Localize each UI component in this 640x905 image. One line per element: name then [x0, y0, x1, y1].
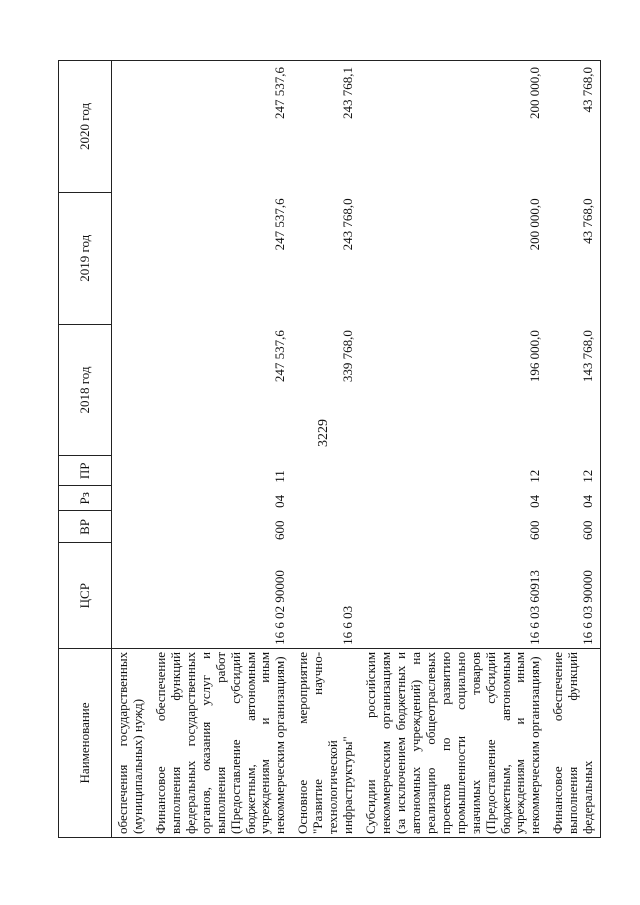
row-name: обеспечения государственных (муниципальных) нужд) — [112, 648, 150, 837]
table-row — [112, 61, 150, 838]
table-row — [292, 61, 360, 838]
row-pr: 11 — [272, 470, 288, 483]
row-rz — [112, 486, 150, 511]
row-csr: 16 6 02 90000 — [272, 570, 288, 645]
header-name: Наименование — [59, 648, 112, 837]
header-2019: 2019 год — [59, 192, 112, 324]
row-rz — [292, 486, 360, 511]
row-2018: 143 768,0 — [547, 324, 600, 456]
header-pr: ПР — [59, 456, 112, 486]
row-pr: 12 — [527, 469, 543, 483]
row-name: Основное мероприятие "Развитие научно-технологической инфраструктуры" — [292, 648, 360, 837]
row-rz: 04 — [527, 494, 543, 508]
header-csr: ЦСР — [59, 543, 112, 648]
row-2018 — [112, 324, 150, 456]
row-rz: 04 — [272, 494, 288, 508]
row-2020: 43 768,0 — [547, 61, 600, 193]
header-2018: 2018 год — [59, 324, 112, 456]
row-vr: 600 — [547, 511, 600, 543]
row-csr: 16 6 03 90000 — [547, 543, 600, 648]
row-vr: 600 — [527, 520, 543, 540]
header-vr: ВР — [59, 511, 112, 543]
rotated-table-container — [58, 60, 603, 838]
row-2020: 243 768,1 — [292, 61, 360, 193]
row-2019: 243 768,0 — [340, 198, 356, 251]
row-vr: 600 — [272, 520, 288, 540]
row-name: Субсидии российским некоммерческим организациям (за исключением бюджетных и автономных учреждений) на реализацию общеотраслевых проектов по развитию промышленности социально значимых товаров (Предоставление субсидий бюджетным, автономным учреждениям и иным некоммерческим организациям) — [360, 648, 547, 837]
page-number: 3229 — [316, 419, 331, 447]
budget-table — [58, 60, 601, 838]
row-2018: 339 768,0 — [340, 330, 356, 383]
row-2018: 196 000,0 — [527, 330, 543, 383]
row-2019: 43 768,0 — [547, 192, 600, 324]
row-csr: 16 6 03 60913 — [527, 570, 543, 645]
row-2020: 200 000,0 — [360, 61, 547, 193]
row-pr — [112, 456, 150, 486]
row-name: Финансовое обеспечение выполнения функций федеральных — [547, 648, 600, 837]
row-vr — [292, 511, 360, 543]
row-2020 — [112, 61, 150, 193]
row-pr — [292, 456, 360, 486]
header-2020: 2020 год — [59, 61, 112, 193]
table-row — [150, 61, 292, 838]
row-2020: 247 537,6 — [150, 61, 292, 193]
row-rz: 04 — [547, 486, 600, 511]
row-2019: 200 000,0 — [527, 198, 543, 251]
row-csr — [112, 543, 150, 648]
row-csr: 16 6 03 — [340, 605, 356, 645]
row-vr — [112, 511, 150, 543]
row-2018: 247 537,6 — [272, 330, 288, 383]
table-row — [360, 61, 547, 838]
row-2019 — [112, 192, 150, 324]
header-rz: Рз — [59, 486, 112, 511]
row-2019: 247 537,6 — [272, 198, 288, 251]
table-row — [547, 61, 600, 838]
row-pr: 12 — [547, 456, 600, 486]
row-name: Финансовое обеспечение выполнения функций федеральных государственных органов, оказания услуг и выполнения работ (Предоставление субсидий бюджетным, автономным учреждениям и иным некоммерческим организациям) — [150, 648, 292, 837]
table-header-row — [59, 61, 112, 838]
